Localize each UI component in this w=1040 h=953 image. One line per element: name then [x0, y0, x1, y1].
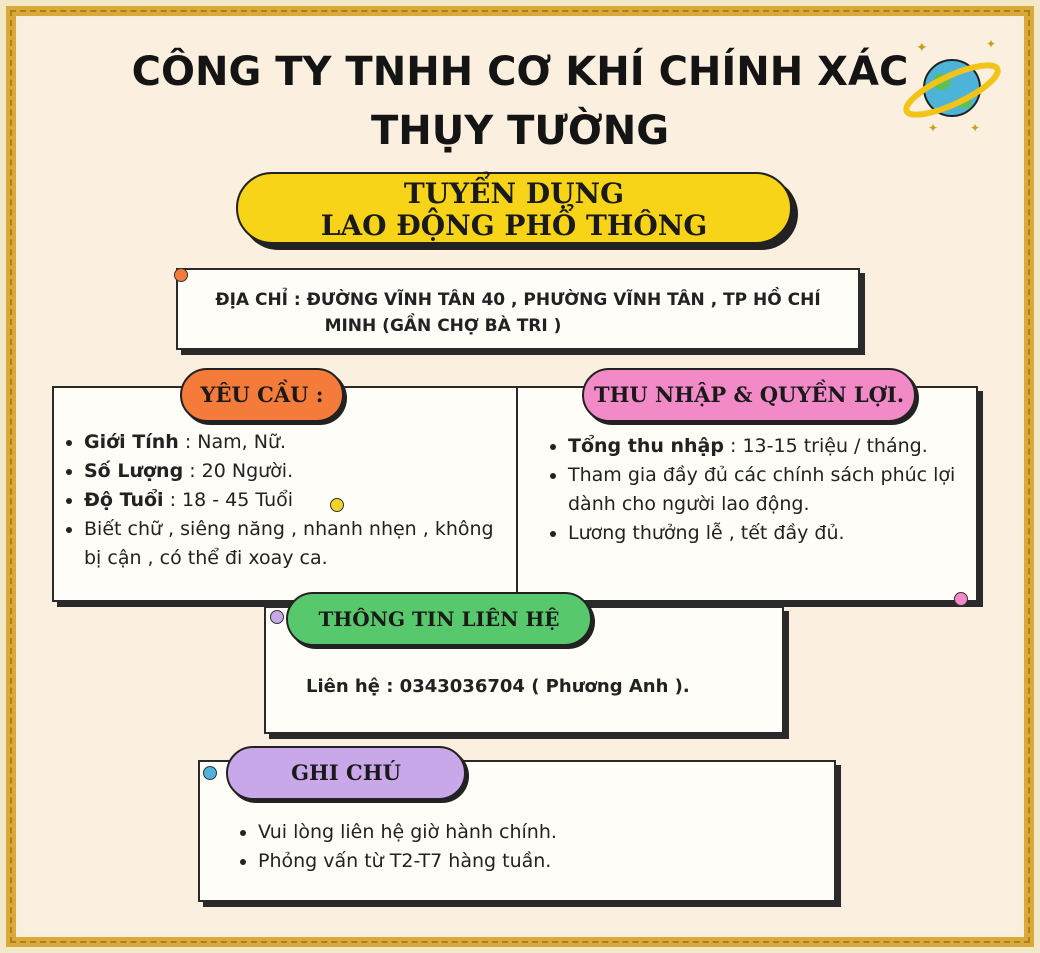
- benefits-dot: [954, 592, 968, 606]
- banner-line2: LAO ĐỘNG PHỔ THÔNG: [320, 209, 708, 242]
- list-item: Lương thưởng lễ , tết đầy đủ.: [546, 519, 964, 548]
- requirements-dot: [330, 498, 344, 512]
- banner-line1: TUYỂN DỤNG: [403, 177, 625, 210]
- company-title-line1: CÔNG TY TNHH CƠ KHÍ CHÍNH XÁC: [131, 49, 909, 95]
- list-item: Tổng thu nhập : 13-15 triệu / tháng.: [546, 432, 964, 461]
- address-card: [176, 268, 860, 350]
- list-item: Phỏng vấn từ T2-T7 hàng tuần.: [236, 847, 834, 876]
- list-item: Giới Tính : Nam, Nữ.: [62, 428, 508, 457]
- svg-text:✦: ✦: [928, 121, 939, 135]
- svg-text:✦: ✦: [916, 40, 928, 56]
- svg-text:✦: ✦: [986, 37, 997, 51]
- list-item: Tham gia đầy đủ các chính sách phúc lợi dành cho người lao động.: [546, 461, 964, 519]
- planet-icon: [898, 30, 1008, 140]
- recruit-banner: [236, 172, 792, 244]
- address-line2: MINH (GẦN CHỢ BÀ TRI ): [324, 316, 562, 336]
- list-item: Vui lòng liên hệ giờ hành chính.: [236, 818, 834, 847]
- svg-text:✦: ✦: [970, 121, 981, 135]
- requirements-heading: YÊU CẦU :: [180, 368, 344, 422]
- notes-list: [236, 818, 834, 876]
- address-line1: ĐỊA CHỈ : ĐƯỜNG VĨNH TÂN 40 , PHƯỜNG VĨNH TÂN , TP HỒ CHÍ: [215, 290, 821, 310]
- contact-heading: THÔNG TIN LIÊN HỆ: [286, 592, 592, 646]
- list-item: Số Lượng : 20 Người.: [62, 457, 508, 486]
- notes-heading: GHI CHÚ: [226, 746, 466, 800]
- list-item: Biết chữ , siêng năng , nhanh nhẹn , không bị cận , có thể đi xoay ca.: [62, 515, 508, 573]
- benefits-heading: THU NHẬP & QUYỀN LỢI.: [582, 368, 916, 422]
- benefits-list: [546, 432, 964, 548]
- company-title-line2: THỤY TƯỜNG: [370, 108, 670, 154]
- contact-text: Liên hệ : 0343036704 ( Phương Anh ).: [306, 676, 690, 697]
- contact-dot: [270, 610, 284, 624]
- address-dot: [174, 268, 188, 282]
- list-item: Độ Tuổi : 18 - 45 Tuổi: [62, 486, 508, 515]
- notes-dot: [203, 766, 217, 780]
- requirements-list: [62, 428, 508, 573]
